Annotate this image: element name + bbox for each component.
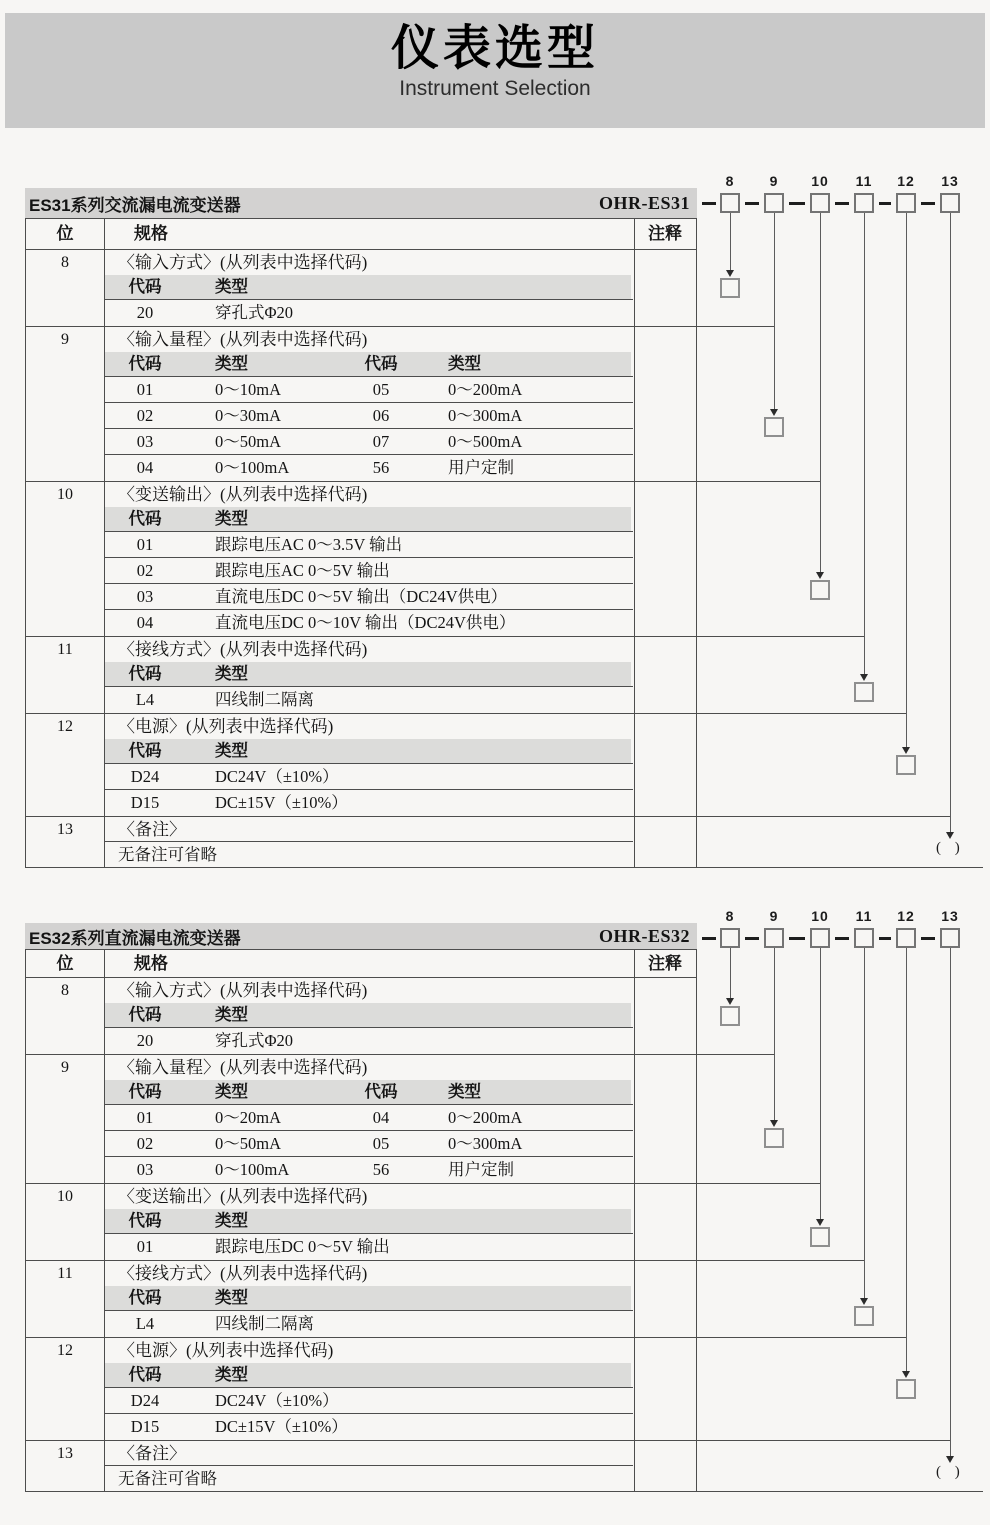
code-box	[854, 193, 874, 213]
section-position: 10	[57, 1188, 73, 1205]
col-header-spec: 规格	[134, 954, 168, 973]
code-box	[810, 193, 830, 213]
remark-parens: ( )	[936, 1464, 965, 1481]
selection-target-box	[854, 682, 874, 702]
type-cell: 四线制二隔离	[215, 690, 314, 709]
subheader-code-label: 代码	[128, 1212, 162, 1230]
code-subheader	[26, 739, 696, 764]
note-row: 无备注可省略	[26, 1466, 696, 1491]
table-title-bar	[25, 188, 697, 218]
code-cell: 02	[136, 406, 154, 425]
type-cell: 0～100mA	[215, 458, 290, 477]
code-row	[26, 300, 696, 326]
section-spec: 〈输入量程〉(从列表中选择代码)	[118, 330, 368, 349]
section-spec: 〈备注〉	[118, 820, 186, 839]
section-connector-line	[697, 326, 774, 327]
code-row	[26, 532, 696, 558]
code-row	[26, 1311, 696, 1337]
type-cell: 0～200mA	[448, 380, 523, 399]
section-connector-line	[697, 1260, 864, 1261]
section-connector-line	[697, 713, 906, 714]
dash-separator	[789, 937, 805, 940]
code-row	[26, 377, 696, 403]
section-connector-line	[697, 1054, 774, 1055]
arrow-down-icon	[770, 409, 778, 416]
code-box	[854, 928, 874, 948]
code-drop-line	[774, 948, 775, 1120]
code-box	[764, 928, 784, 948]
table-title: ES32系列直流漏电流变送器	[29, 928, 241, 948]
code-row	[26, 764, 696, 790]
code-drop-line	[906, 213, 907, 747]
col-header-spec: 规格	[134, 224, 168, 243]
subheader-code-label: 代码	[128, 278, 162, 296]
type-cell: 用户定制	[448, 1160, 514, 1179]
table-section	[26, 1260, 696, 1337]
subheader-bar	[104, 1363, 631, 1388]
subheader-code-label: 代码	[128, 510, 162, 528]
section-connector-line	[697, 481, 820, 482]
subheader-bar	[104, 1286, 631, 1311]
table-section	[26, 249, 696, 326]
dash-separator	[921, 202, 935, 205]
code-cell: 05	[372, 1134, 390, 1153]
code-drop-line	[864, 213, 865, 674]
section-position: 12	[57, 1342, 73, 1359]
subheader-code-label: 代码	[128, 1083, 162, 1101]
table-grid	[25, 949, 697, 1492]
section-position: 9	[61, 331, 69, 348]
subheader-type-label: 类型	[448, 355, 481, 373]
code-drop-line	[906, 948, 907, 1371]
subheader-code-label: 代码	[128, 1366, 162, 1384]
col-header-pos: 位	[56, 224, 74, 243]
arrow-down-icon	[726, 270, 734, 277]
arrow-down-icon	[860, 674, 868, 681]
type-cell: DC±15V（±10%）	[215, 793, 348, 812]
position-number: 13	[941, 908, 959, 924]
code-cell: 20	[136, 1031, 154, 1050]
selection-target-box	[720, 1006, 740, 1026]
table-section	[26, 1440, 696, 1491]
subheader-bar	[104, 275, 631, 300]
section-spec: 〈电源〉(从列表中选择代码)	[118, 717, 334, 736]
code-cell: 56	[372, 1160, 390, 1179]
column-divider	[104, 219, 105, 867]
code-cell: L4	[135, 690, 155, 709]
col-header-pos: 位	[56, 954, 74, 973]
code-subheader	[26, 1363, 696, 1388]
code-subheader	[26, 275, 696, 300]
type-cell: 直流电压DC 0～5V 输出（DC24V供电）	[215, 587, 508, 606]
table-title-bar	[25, 923, 697, 949]
code-row	[26, 790, 696, 816]
subheader-code-label: 代码	[128, 665, 162, 683]
code-drop-line	[864, 948, 865, 1298]
type-cell: 用户定制	[448, 458, 514, 477]
arrow-down-icon	[902, 747, 910, 754]
code-cell: 01	[136, 380, 154, 399]
bottom-extension-line	[697, 1491, 983, 1492]
code-row	[26, 1388, 696, 1414]
position-number: 9	[769, 173, 779, 189]
code-row	[26, 687, 696, 713]
column-divider	[104, 950, 105, 1491]
subheader-type-label: 类型	[215, 1212, 248, 1230]
type-cell: 四线制二隔离	[215, 1314, 314, 1333]
code-row	[26, 1105, 696, 1131]
code-drop-line	[950, 948, 951, 1456]
code-cell: 01	[136, 1237, 154, 1256]
section-spec: 〈电源〉(从列表中选择代码)	[118, 1341, 334, 1360]
type-cell: 0～20mA	[215, 1108, 281, 1127]
position-number: 8	[725, 173, 735, 189]
section-connector-line	[697, 636, 864, 637]
position-number: 9	[769, 908, 779, 924]
code-box	[896, 193, 916, 213]
selection-target-box	[896, 755, 916, 775]
type-cell: DC24V（±10%）	[215, 1391, 339, 1410]
arrow-down-icon	[770, 1120, 778, 1127]
code-box	[940, 193, 960, 213]
subheader-type-label: 类型	[215, 355, 248, 373]
section-spec: 〈接线方式〉(从列表中选择代码)	[118, 1264, 368, 1283]
arrow-down-icon	[816, 572, 824, 579]
type-cell: 0～10mA	[215, 380, 281, 399]
type-cell: 0～50mA	[215, 432, 281, 451]
column-divider	[634, 950, 635, 1491]
code-subheader	[26, 1080, 696, 1105]
subheader-type-label: 类型	[215, 1083, 248, 1101]
code-box	[810, 928, 830, 948]
type-cell: 跟踪电压AC 0～3.5V 输出	[215, 535, 403, 554]
code-box	[720, 193, 740, 213]
subheader-type-label: 类型	[215, 510, 248, 528]
type-cell: 0～300mA	[448, 1134, 523, 1153]
subheader-bar	[104, 1003, 631, 1028]
table-section	[26, 816, 696, 867]
arrow-down-icon	[946, 832, 954, 839]
section-spec: 〈变送输出〉(从列表中选择代码)	[118, 485, 368, 504]
page-title: 仪表选型	[390, 22, 599, 75]
code-cell: D15	[130, 793, 160, 812]
selection-target-box	[810, 1227, 830, 1247]
section-connector-line	[697, 1183, 820, 1184]
remark-parens: ( )	[936, 840, 965, 857]
arrow-down-icon	[902, 1371, 910, 1378]
subheader-type-label: 类型	[215, 742, 248, 760]
code-row	[26, 403, 696, 429]
code-drop-line	[820, 948, 821, 1219]
table-section	[26, 1183, 696, 1260]
code-cell: 56	[372, 458, 390, 477]
section-spec: 〈备注〉	[118, 1444, 186, 1463]
selection-target-box	[720, 278, 740, 298]
code-cell: 02	[136, 1134, 154, 1153]
code-cell: 03	[136, 432, 154, 451]
subheader-type-label: 类型	[215, 665, 248, 683]
arrow-down-icon	[860, 1298, 868, 1305]
table-header-row	[26, 219, 696, 249]
type-cell: 直流电压DC 0～10V 输出（DC24V供电）	[215, 613, 516, 632]
code-row	[26, 1028, 696, 1054]
dash-separator	[702, 202, 716, 205]
position-number: 11	[855, 173, 873, 189]
type-cell: 0～30mA	[215, 406, 281, 425]
code-subheader	[26, 662, 696, 687]
type-cell: 跟踪电压AC 0～5V 输出	[215, 561, 390, 580]
section-position: 8	[61, 982, 69, 999]
dash-separator	[879, 937, 891, 940]
code-cell: 04	[372, 1108, 390, 1127]
code-cell: D24	[130, 767, 160, 786]
code-cell: D15	[130, 1417, 160, 1436]
section-position: 8	[61, 254, 69, 271]
table-section	[26, 326, 696, 481]
dash-separator	[745, 202, 759, 205]
code-row	[26, 1131, 696, 1157]
table-section	[26, 1054, 696, 1183]
code-cell: 03	[136, 587, 154, 606]
subheader-type-label: 类型	[448, 1083, 481, 1101]
subheader-type-label: 类型	[215, 1289, 248, 1307]
code-drop-line	[730, 213, 731, 270]
subheader-bar	[104, 1209, 631, 1234]
code-row	[26, 558, 696, 584]
page-subtitle: Instrument Selection	[399, 76, 591, 100]
section-position: 13	[57, 1445, 73, 1462]
code-box	[764, 193, 784, 213]
selection-target-box	[854, 1306, 874, 1326]
subheader-bar	[104, 507, 631, 532]
selection-target-box	[764, 1128, 784, 1148]
model-code: OHR-ES32	[598, 925, 690, 946]
position-number: 11	[855, 908, 873, 924]
code-cell: 20	[136, 303, 154, 322]
section-spec: 〈输入方式〉(从列表中选择代码)	[118, 981, 368, 1000]
table-header-row	[26, 950, 696, 977]
table-title: ES31系列交流漏电流变送器	[29, 195, 241, 215]
code-row	[26, 429, 696, 455]
type-cell: 0～500mA	[448, 432, 523, 451]
subheader-code-label: 代码	[128, 355, 162, 373]
code-box	[896, 928, 916, 948]
section-connector-line	[697, 1440, 950, 1441]
code-cell: 04	[136, 613, 154, 632]
subheader-code-label: 代码	[128, 742, 162, 760]
model-code: OHR-ES31	[598, 192, 690, 213]
note-row: 无备注可省略	[26, 842, 696, 867]
type-cell: 跟踪电压DC 0～5V 输出	[215, 1237, 390, 1256]
code-drop-line	[820, 213, 821, 572]
code-box	[720, 928, 740, 948]
code-subheader	[26, 507, 696, 532]
section-spec: 〈接线方式〉(从列表中选择代码)	[118, 640, 368, 659]
subheader-code-label: 代码	[128, 1006, 162, 1024]
table-section	[26, 713, 696, 816]
code-cell: 02	[136, 561, 154, 580]
code-cell: 04	[136, 458, 154, 477]
code-cell: 07	[372, 432, 390, 451]
subheader-code-label: 代码	[364, 1083, 398, 1101]
code-cell: 03	[136, 1160, 154, 1179]
dash-separator	[921, 937, 935, 940]
type-cell: 0～50mA	[215, 1134, 281, 1153]
arrow-down-icon	[816, 1219, 824, 1226]
section-position: 9	[61, 1059, 69, 1076]
subheader-bar	[104, 739, 631, 764]
subheader-type-label: 类型	[215, 1006, 248, 1024]
code-cell: 01	[136, 535, 154, 554]
table-section	[26, 977, 696, 1054]
selection-table	[25, 923, 697, 1492]
page-banner	[5, 13, 985, 128]
type-cell: 穿孔式Φ20	[215, 303, 294, 322]
bottom-extension-line	[697, 867, 983, 868]
type-cell: 穿孔式Φ20	[215, 1031, 294, 1050]
section-spec: 〈输入量程〉(从列表中选择代码)	[118, 1058, 368, 1077]
dash-separator	[835, 202, 849, 205]
subheader-code-label: 代码	[128, 1289, 162, 1307]
position-number: 8	[725, 908, 735, 924]
section-position: 10	[57, 486, 73, 503]
table-section	[26, 481, 696, 636]
section-spec: 〈变送输出〉(从列表中选择代码)	[118, 1187, 368, 1206]
table-grid	[25, 218, 697, 868]
subheader-code-label: 代码	[364, 355, 398, 373]
code-row	[26, 610, 696, 636]
table-section	[26, 1337, 696, 1440]
arrow-down-icon	[726, 998, 734, 1005]
code-row	[26, 584, 696, 610]
type-cell: DC24V（±10%）	[215, 767, 339, 786]
code-drop-line	[774, 213, 775, 409]
code-cell: L4	[135, 1314, 155, 1333]
position-number: 12	[897, 908, 915, 924]
type-cell: 0～200mA	[448, 1108, 523, 1127]
section-position: 11	[57, 1265, 73, 1282]
dash-separator	[789, 202, 805, 205]
code-box	[940, 928, 960, 948]
section-position: 11	[57, 641, 73, 658]
selection-target-box	[810, 580, 830, 600]
position-number: 13	[941, 173, 959, 189]
col-header-note: 注释	[648, 954, 682, 973]
type-cell: 0～100mA	[215, 1160, 290, 1179]
dash-separator	[879, 202, 891, 205]
code-drop-line	[730, 948, 731, 998]
code-subheader	[26, 1003, 696, 1028]
arrow-down-icon	[946, 1456, 954, 1463]
code-subheader	[26, 1286, 696, 1311]
col-header-note: 注释	[648, 224, 682, 243]
type-cell: DC±15V（±10%）	[215, 1417, 348, 1436]
position-number: 12	[897, 173, 915, 189]
dash-separator	[745, 937, 759, 940]
code-cell: 05	[372, 380, 390, 399]
subheader-bar	[104, 662, 631, 687]
code-subheader	[26, 1209, 696, 1234]
selection-table	[25, 188, 697, 868]
column-divider	[634, 219, 635, 867]
code-drop-line	[950, 213, 951, 832]
selection-target-box	[896, 1379, 916, 1399]
code-row	[26, 1414, 696, 1440]
section-connector-line	[697, 1337, 906, 1338]
section-position: 12	[57, 718, 73, 735]
position-number: 10	[811, 173, 829, 189]
position-number: 10	[811, 908, 829, 924]
section-spec: 〈输入方式〉(从列表中选择代码)	[118, 253, 368, 272]
code-cell: D24	[130, 1391, 160, 1410]
selection-target-box	[764, 417, 784, 437]
section-position: 13	[57, 821, 73, 838]
dash-separator	[702, 937, 716, 940]
code-subheader	[26, 352, 696, 377]
code-row	[26, 1157, 696, 1183]
table-section	[26, 636, 696, 713]
code-cell: 06	[372, 406, 390, 425]
subheader-type-label: 类型	[215, 278, 248, 296]
subheader-type-label: 类型	[215, 1366, 248, 1384]
code-cell: 01	[136, 1108, 154, 1127]
section-connector-line	[697, 816, 950, 817]
code-row	[26, 455, 696, 481]
code-row	[26, 1234, 696, 1260]
dash-separator	[835, 937, 849, 940]
type-cell: 0～300mA	[448, 406, 523, 425]
